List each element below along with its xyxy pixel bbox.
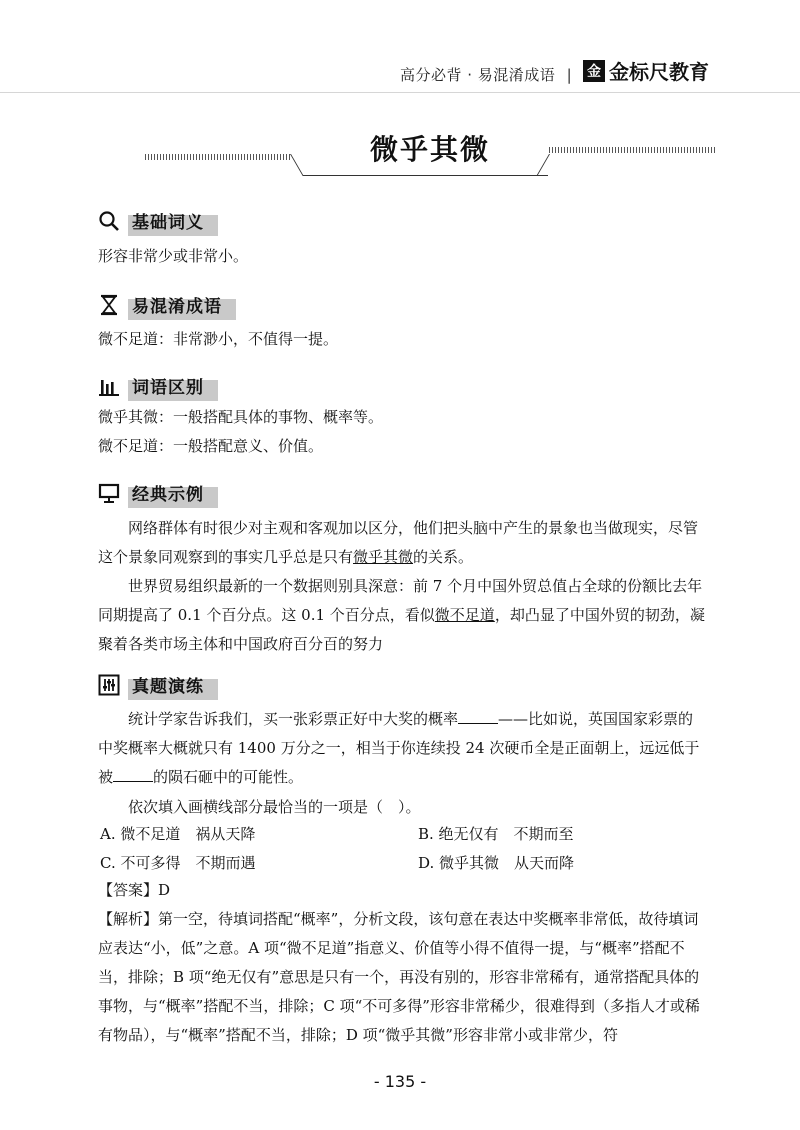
series-label: 高分必背 · 易混淆成语 [400,66,556,84]
example-2-idiom: 微不足道 [434,606,495,624]
header-rule [0,92,800,93]
question-text-c: 的陨石砸中的可能性。 [153,768,304,786]
example-2-text-a: 世界贸易组织最新的一个数据则别具深意：前 7 个月中国外贸总值占全球的份额比去年同期提高了 0.1 个百分点。这 0.1 个百分点，看似 [98,577,703,624]
basic-definition: 形容非常少或非常小。 [98,247,249,265]
blank-1 [458,709,498,724]
practice-question [98,705,708,792]
diff-line-2: 微不足道：一般搭配意义、价值。 [98,437,324,455]
option-a: A. 微不足道 祸从天降 [100,825,256,843]
equalizer-icon [98,674,120,696]
option-d: D. 微乎其微 从天而降 [418,854,575,872]
example-2-text-b: ，却凸显了中国外贸的韧劲，凝聚着各类市场主体和中国政府百分百的努力 [98,606,705,653]
section-confuse-header [98,290,230,320]
brand-name: 金标尺教育 [609,60,709,84]
option-b: B. 绝无仅有 不期而至 [418,825,574,843]
example-2 [98,572,708,659]
example-1-text-a: 网络群体有时很少对主观和客观加以区分，他们把头脑中产生的景象也当做现实，尽管这个景象同观察到的事实几乎总是只有 [98,519,699,566]
question-text-b: ——比如说，英国国家彩票的中奖概率大概就只有 1400 万分之一，相当于你连续投 24 次硬币全是正面朝上，远远低于被 [98,710,700,786]
question-text-a: 统计学家告诉我们，买一张彩票正好中大奖的概率 [128,710,459,728]
section-basic-header [98,206,212,236]
section-practice-title: 真题演练 [130,671,212,699]
brand [583,56,709,85]
option-c: C. 不可多得 不期而遇 [100,854,256,872]
hourglass-icon [98,294,120,316]
section-basic-title: 基础词义 [130,207,212,235]
section-confuse-title: 易混淆成语 [130,291,230,319]
header-series [400,64,578,85]
section-examples-header [98,478,212,508]
example-1 [98,514,708,572]
brand-logo-icon: 金 [583,60,605,82]
analysis: 【解析】第一空，待填词搭配“概率”，分析文段，该句意在表达中奖概率非常低，故待填词应表达“小，低”之意。A 项“微不足道”指意义、价值等小得不值得一提，与“概率”搭配不当，排除；B 项“绝无仅有”意思是只有一个，再没有别的，形容非常稀有，通常搭配具体的事物，与“概率”搭配不当，排除；C 项“不可多得”形容非常稀少，很难得到（多指人才或稀有物品），与“概率”搭配不当，排除；D 项“微乎其微”形容非常小或非常少，符 [98,910,700,1044]
magnifier-icon [98,210,120,232]
section-examples-title: 经典示例 [130,479,212,507]
answer: 【答案】D [98,881,171,899]
presentation-board-icon [98,482,120,504]
example-1-text-b: 的关系。 [413,548,474,566]
practice-prompt: 依次填入画横线部分最恰当的一项是（ ）。 [128,798,421,816]
title-underline [303,175,548,176]
title-block [145,128,715,176]
page-title: 微乎其微 [369,133,490,166]
example-1-idiom: 微乎其微 [353,548,414,566]
confuse-definition: 微不足道：非常渺小，不值得一提。 [98,330,339,348]
diff-line-1: 微乎其微：一般搭配具体的事物、概率等。 [98,408,384,426]
page-number: - 135 - [373,1072,427,1091]
blank-2 [113,767,153,782]
section-practice-header [98,670,212,700]
bar-chart-icon [98,375,120,397]
section-diff-header [98,371,212,401]
section-diff-title: 词语区别 [130,372,212,400]
header-separator: | [566,66,573,84]
